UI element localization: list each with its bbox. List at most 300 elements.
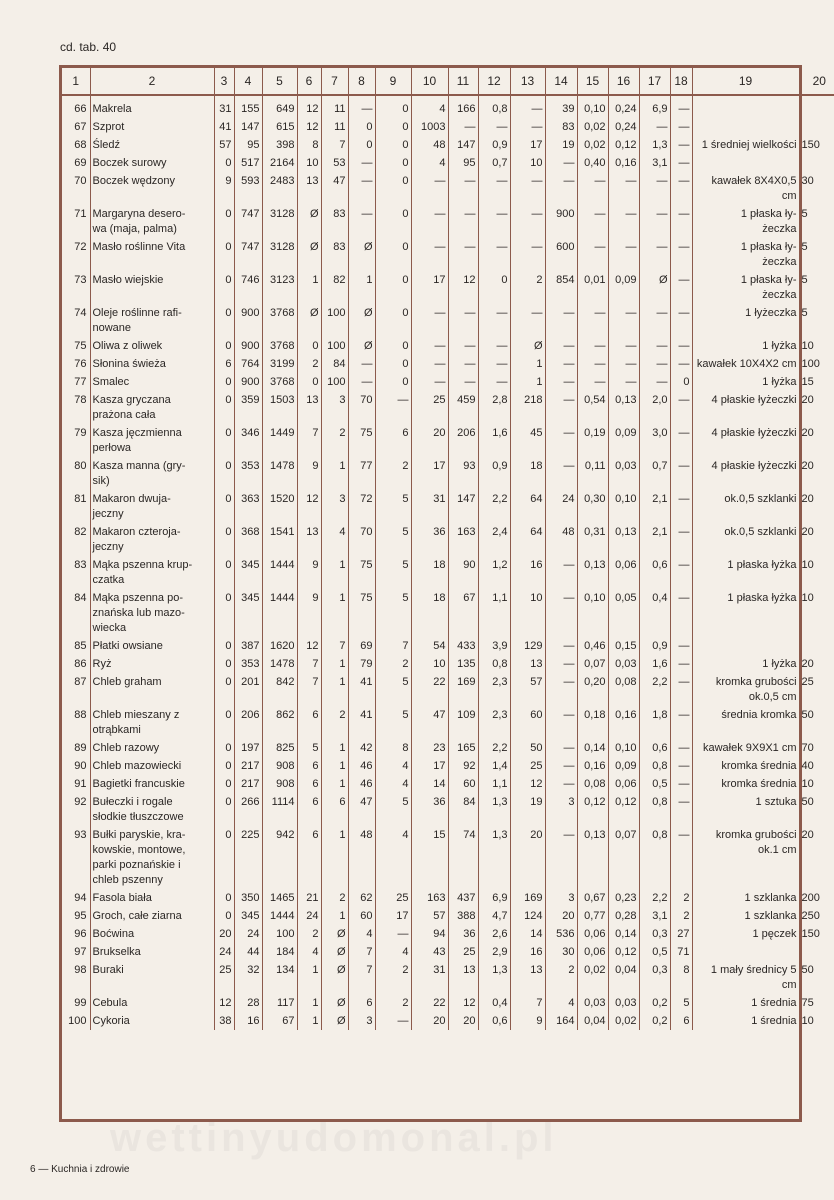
table-cell: 5 — [375, 556, 411, 589]
table-cell: Makaron dwuja- jeczny — [90, 490, 214, 523]
table-cell: 43 — [411, 943, 448, 961]
table-cell: 10 — [510, 589, 545, 637]
table-cell: 7 — [297, 424, 321, 457]
table-cell: 100 — [321, 337, 348, 355]
table-cell: 1 płaska ły- żeczka — [692, 271, 799, 304]
table-row — [62, 154, 834, 172]
table-cell: 345 — [234, 907, 262, 925]
table-cell: 79 — [348, 655, 375, 673]
table-cell: 0,16 — [577, 757, 608, 775]
table-cell: 0,19 — [577, 424, 608, 457]
table-cell: 117 — [262, 994, 297, 1012]
table-cell: 44 — [234, 943, 262, 961]
table-cell: 0,46 — [577, 637, 608, 655]
table-cell: 150 — [801, 928, 820, 940]
table-cell: 2 — [670, 889, 692, 907]
table-cell: Płatki owsiane — [90, 637, 214, 655]
table-cell: 2 — [375, 994, 411, 1012]
table-cell: 1,8 — [639, 706, 670, 739]
table-cell: 593 — [234, 172, 262, 205]
table-cell: 0,6 — [639, 739, 670, 757]
table-cell: 100 — [801, 358, 820, 370]
table-cell: 38 — [214, 1012, 234, 1030]
table-cell: 1541 — [262, 523, 297, 556]
table-cell: 1 płaska łyżka — [692, 556, 799, 589]
table-cell: 3768 — [262, 304, 297, 337]
table-cell: 1444 — [262, 589, 297, 637]
table-cell: 20 — [448, 1012, 478, 1030]
table-cell: 3,0 — [639, 424, 670, 457]
table-cell: — — [577, 337, 608, 355]
table-cell: 100 — [262, 925, 297, 943]
table-cell: 5 — [375, 673, 411, 706]
table-cell: kawałek 9X9X1 cm — [692, 739, 799, 757]
table-cell: 1 — [321, 739, 348, 757]
table-cell: — — [545, 457, 577, 490]
table-cell: 0,9 — [478, 136, 510, 154]
table-cell: 0,9 — [639, 637, 670, 655]
table-cell — [799, 118, 834, 136]
table-cell: — — [545, 424, 577, 457]
table-cell: — — [670, 355, 692, 373]
table-cell: Kasza gryczana prażona cała — [90, 391, 214, 424]
table-cell: 2,3 — [478, 673, 510, 706]
table-cell: 10 — [801, 778, 814, 790]
table-cell: Makrela — [90, 95, 214, 118]
table-cell: 0 — [375, 304, 411, 337]
table-cell: 0 — [375, 118, 411, 136]
table-cell — [692, 154, 799, 172]
table-cell: 0 — [214, 457, 234, 490]
table-cell: 1 — [510, 355, 545, 373]
table-cell: 2 — [510, 271, 545, 304]
table-cell: — — [478, 355, 510, 373]
table-cell: 78 — [62, 391, 90, 424]
table-cell: 15 — [411, 826, 448, 889]
table-cell: 84 — [448, 793, 478, 826]
table-cell: — — [670, 337, 692, 355]
table-cell: 4,7 — [478, 907, 510, 925]
nutrition-table-frame — [59, 65, 826, 1122]
table-cell: — — [510, 238, 545, 271]
table-cell: 2 — [670, 907, 692, 925]
table-cell: 0 — [214, 373, 234, 391]
table-cell: 5 — [801, 241, 808, 253]
table-cell: 94 — [411, 925, 448, 943]
table-cell: 10 — [510, 154, 545, 172]
table-cell: 0,02 — [577, 118, 608, 136]
header-cell: 1 — [62, 68, 90, 95]
table-cell: 0,12 — [577, 793, 608, 826]
table-cell: 0 — [375, 373, 411, 391]
table-cell: 68 — [62, 136, 90, 154]
table-cell: 6 — [375, 424, 411, 457]
table-cell: 862 — [262, 706, 297, 739]
table-cell: 22 — [411, 994, 448, 1012]
table-cell: 5 — [801, 208, 808, 220]
table-cell: 1 — [348, 271, 375, 304]
table-cell: 4 — [545, 994, 577, 1012]
table-cell: Margaryna desero- wa (maja, palma) — [90, 205, 214, 238]
table-cell: 0,02 — [577, 961, 608, 994]
table-cell: 0,6 — [478, 1012, 510, 1030]
table-cell: 20 — [411, 424, 448, 457]
table-row — [62, 373, 834, 391]
table-cell: Bagietki francuskie — [90, 775, 214, 793]
table-cell: 85 — [62, 637, 90, 655]
table-row — [62, 655, 834, 673]
table-cell: 17 — [411, 757, 448, 775]
table-cell: 0 — [214, 889, 234, 907]
table-row — [62, 826, 834, 889]
table-cell: 2 — [321, 706, 348, 739]
table-cell: 0,07 — [577, 655, 608, 673]
table-cell: 28 — [234, 994, 262, 1012]
table-cell: 41 — [348, 706, 375, 739]
table-cell: 83 — [321, 205, 348, 238]
table-cell: — — [545, 154, 577, 172]
table-cell: 50 — [801, 964, 814, 976]
table-cell: 1 mały średnicy 5 cm — [692, 961, 799, 994]
header-cell: 15 — [577, 68, 608, 95]
table-cell: 87 — [62, 673, 90, 706]
header-cell: 14 — [545, 68, 577, 95]
table-cell: Ø — [321, 943, 348, 961]
table-cell: 7 — [297, 655, 321, 673]
table-cell: 0 — [297, 373, 321, 391]
table-cell: 0,3 — [639, 925, 670, 943]
table-cell: 1478 — [262, 457, 297, 490]
table-cell: 9 — [510, 1012, 545, 1030]
table-cell: 75 — [348, 589, 375, 637]
table-cell: 25 — [411, 391, 448, 424]
table-cell: Mąka pszenna po- znańska lub mazo- wiecka — [90, 589, 214, 637]
table-cell: Oliwa z oliwek — [90, 337, 214, 355]
table-cell: Fasola biała — [90, 889, 214, 907]
table-cell: Bułeczki i rogale słodkie tłuszczowe — [90, 793, 214, 826]
table-cell: — — [670, 655, 692, 673]
table-cell: 0 — [375, 95, 411, 118]
table-cell: 1,3 — [478, 826, 510, 889]
table-cell: 0 — [214, 304, 234, 337]
table-cell: Ryż — [90, 655, 214, 673]
table-cell: 0 — [214, 706, 234, 739]
table-cell: — — [545, 304, 577, 337]
table-cell: Cebula — [90, 994, 214, 1012]
table-cell: 88 — [62, 706, 90, 739]
table-cell: 166 — [448, 95, 478, 118]
table-cell: 74 — [62, 304, 90, 337]
table-cell: 77 — [348, 457, 375, 490]
table-cell: 0,06 — [608, 556, 639, 589]
table-cell: 0 — [214, 424, 234, 457]
table-cell: 0,10 — [608, 739, 639, 757]
table-cell: 0,28 — [608, 907, 639, 925]
table-cell: 1,1 — [478, 589, 510, 637]
table-cell: 17 — [411, 271, 448, 304]
header-row — [62, 68, 834, 95]
table-cell: 942 — [262, 826, 297, 889]
table-cell: 100 — [62, 1012, 90, 1030]
table-cell: 1 łyżka — [692, 373, 799, 391]
table-cell: 0 — [375, 271, 411, 304]
table-cell: — — [411, 172, 448, 205]
table-cell: 7 — [321, 136, 348, 154]
table-cell: Masło roślinne Vita — [90, 238, 214, 271]
table-cell: Szprot — [90, 118, 214, 136]
table-cell: 71 — [62, 205, 90, 238]
table-cell: 60 — [348, 907, 375, 925]
table-cell: — — [639, 118, 670, 136]
table-cell: 20 — [545, 907, 577, 925]
table-cell — [692, 118, 799, 136]
table-cell: 1,3 — [478, 961, 510, 994]
table-cell: 10 — [801, 340, 814, 352]
table-cell: Ø — [297, 304, 321, 337]
table-cell: kromka grubości ok.1 cm — [692, 826, 799, 889]
header-cell: 9 — [375, 68, 411, 95]
table-cell: 66 — [62, 95, 90, 118]
table-cell: 1 średnia — [692, 1012, 799, 1030]
table-cell: 12 — [297, 490, 321, 523]
table-cell: — — [670, 637, 692, 655]
table-cell: — — [478, 238, 510, 271]
table-cell: 82 — [321, 271, 348, 304]
table-cell: — — [348, 205, 375, 238]
table-cell: 1478 — [262, 655, 297, 673]
table-cell: 266 — [234, 793, 262, 826]
table-cell: 3 — [545, 889, 577, 907]
table-cell: 4 płaskie łyżeczki — [692, 391, 799, 424]
table-cell: 0,9 — [478, 457, 510, 490]
table-cell: 164 — [545, 1012, 577, 1030]
table-cell: 0 — [214, 556, 234, 589]
header-cell: 5 — [262, 68, 297, 95]
table-cell: 9 — [297, 589, 321, 637]
table-cell: 363 — [234, 490, 262, 523]
table-cell: 79 — [62, 424, 90, 457]
table-cell: 7 — [510, 994, 545, 1012]
table-cell: — — [639, 304, 670, 337]
table-cell: 0,09 — [608, 757, 639, 775]
table-cell: 0,04 — [608, 961, 639, 994]
table-cell: 1 — [321, 907, 348, 925]
header-cell: 18 — [670, 68, 692, 95]
table-cell: 200 — [801, 892, 820, 904]
header-cell: 10 — [411, 68, 448, 95]
table-cell: 649 — [262, 95, 297, 118]
table-cell: 536 — [545, 925, 577, 943]
table-cell: 20 — [801, 394, 814, 406]
table-cell: 1 — [321, 673, 348, 706]
header-cell: 2 — [90, 68, 214, 95]
table-row — [62, 589, 834, 637]
table-cell: 48 — [545, 523, 577, 556]
table-cell — [692, 943, 799, 961]
table-cell: — — [411, 205, 448, 238]
table-cell: 0,08 — [608, 673, 639, 706]
table-cell — [799, 943, 834, 961]
table-cell: 3,9 — [478, 637, 510, 655]
table-row — [62, 391, 834, 424]
table-cell: — — [670, 205, 692, 238]
table-cell: 13 — [297, 391, 321, 424]
table-cell: 1 średniej wielkości — [692, 136, 799, 154]
table-cell: 0,07 — [608, 826, 639, 889]
table-cell: 47 — [321, 172, 348, 205]
table-cell: — — [411, 373, 448, 391]
table-cell: — — [639, 373, 670, 391]
table-cell: 19 — [545, 136, 577, 154]
table-cell: 1 łyżka — [692, 655, 799, 673]
table-row — [62, 925, 834, 943]
table-cell: 74 — [448, 826, 478, 889]
table-cell: — — [545, 706, 577, 739]
table-cell: 57 — [510, 673, 545, 706]
table-cell: 747 — [234, 238, 262, 271]
table-cell: — — [670, 757, 692, 775]
table-cell: 4 płaskie łyżeczki — [692, 424, 799, 457]
table-cell: 2,6 — [478, 925, 510, 943]
table-cell: 908 — [262, 757, 297, 775]
table-cell: — — [545, 739, 577, 757]
table-cell: 6 — [297, 826, 321, 889]
table-cell: 17 — [411, 457, 448, 490]
table-cell: 95 — [448, 154, 478, 172]
table-cell: 0 — [375, 238, 411, 271]
table-cell: 124 — [510, 907, 545, 925]
table-cell: 600 — [545, 238, 577, 271]
table-cell: 0 — [375, 154, 411, 172]
table-cell: 11 — [321, 95, 348, 118]
table-row — [62, 490, 834, 523]
table-cell: — — [670, 271, 692, 304]
table-cell: 17 — [510, 136, 545, 154]
table-cell: 197 — [234, 739, 262, 757]
table-cell — [799, 95, 834, 118]
table-cell: 517 — [234, 154, 262, 172]
table-cell: 615 — [262, 118, 297, 136]
table-cell: — — [670, 391, 692, 424]
table-cell: 16 — [234, 1012, 262, 1030]
table-cell: 1 — [297, 271, 321, 304]
table-cell: 4 — [375, 757, 411, 775]
table-cell: Słonina świeża — [90, 355, 214, 373]
table-cell: — — [348, 95, 375, 118]
table-cell: 10 — [801, 1015, 814, 1027]
table-cell: 89 — [62, 739, 90, 757]
table-cell: 1444 — [262, 907, 297, 925]
table-cell: 72 — [62, 238, 90, 271]
table-cell: 10 — [801, 592, 814, 604]
table-cell: 825 — [262, 739, 297, 757]
header-cell: 11 — [448, 68, 478, 95]
table-cell: 900 — [234, 373, 262, 391]
table-cell: 94 — [62, 889, 90, 907]
table-cell: 95 — [234, 136, 262, 154]
table-cell: 24 — [545, 490, 577, 523]
table-cell: 0,77 — [577, 907, 608, 925]
table-cell: Cykoria — [90, 1012, 214, 1030]
table-cell: 0,03 — [577, 994, 608, 1012]
table-cell: — — [670, 490, 692, 523]
table-cell: 0 — [214, 490, 234, 523]
table-cell: — — [639, 205, 670, 238]
table-cell: 1 płaska łyżka — [692, 589, 799, 637]
table-cell: 0,13 — [608, 523, 639, 556]
table-cell: 1,3 — [478, 793, 510, 826]
table-cell: 0,24 — [608, 118, 639, 136]
table-cell: 0,16 — [608, 154, 639, 172]
table-cell: 0,14 — [608, 925, 639, 943]
table-cell: 18 — [411, 589, 448, 637]
table-cell: — — [448, 172, 478, 205]
table-cell: 1 — [297, 961, 321, 994]
table-cell: 50 — [801, 709, 814, 721]
table-cell: Śledź — [90, 136, 214, 154]
table-cell: 4 — [297, 943, 321, 961]
table-cell: 206 — [234, 706, 262, 739]
table-cell: 1 — [321, 589, 348, 637]
table-cell: Smalec — [90, 373, 214, 391]
table-cell: 1503 — [262, 391, 297, 424]
table-cell: 70 — [348, 391, 375, 424]
table-cell: 1 łyżka — [692, 337, 799, 355]
table-cell: Boćwina — [90, 925, 214, 943]
table-cell: 0 — [214, 826, 234, 889]
table-cell: 10 — [297, 154, 321, 172]
table-row — [62, 457, 834, 490]
table-cell: 3128 — [262, 205, 297, 238]
table-cell: 4 — [375, 775, 411, 793]
table-cell: 12 — [214, 994, 234, 1012]
table-cell: 7 — [321, 637, 348, 655]
table-cell: 2,1 — [639, 523, 670, 556]
table-cell: 0,05 — [608, 589, 639, 637]
table-cell: 2,2 — [639, 673, 670, 706]
table-cell: — — [510, 304, 545, 337]
table-cell: 11 — [321, 118, 348, 136]
table-cell: 6 — [670, 1012, 692, 1030]
table-cell: — — [448, 238, 478, 271]
table-cell: 746 — [234, 271, 262, 304]
table-cell: 12 — [297, 95, 321, 118]
table-cell: 0 — [214, 739, 234, 757]
table-cell: 46 — [348, 775, 375, 793]
table-cell: 36 — [411, 793, 448, 826]
table-cell: 0 — [214, 391, 234, 424]
table-cell: 4 — [321, 523, 348, 556]
table-cell: Brukselka — [90, 943, 214, 961]
table-cell: 1,3 — [639, 136, 670, 154]
table-cell: 20 — [801, 829, 814, 841]
table-row — [62, 1012, 834, 1030]
table-cell: 0,7 — [478, 154, 510, 172]
table-cell: 13 — [510, 961, 545, 994]
table-row — [62, 523, 834, 556]
table-cell: 19 — [510, 793, 545, 826]
table-cell: 69 — [348, 637, 375, 655]
table-cell: 12 — [448, 994, 478, 1012]
table-cell: 20 — [510, 826, 545, 889]
table-cell: 0 — [214, 793, 234, 826]
table-cell: 163 — [411, 889, 448, 907]
table-cell: 4 — [348, 925, 375, 943]
table-cell: 7 — [297, 673, 321, 706]
table-cell: — — [411, 355, 448, 373]
table-cell: 1 sztuka — [692, 793, 799, 826]
table-cell: — — [639, 355, 670, 373]
